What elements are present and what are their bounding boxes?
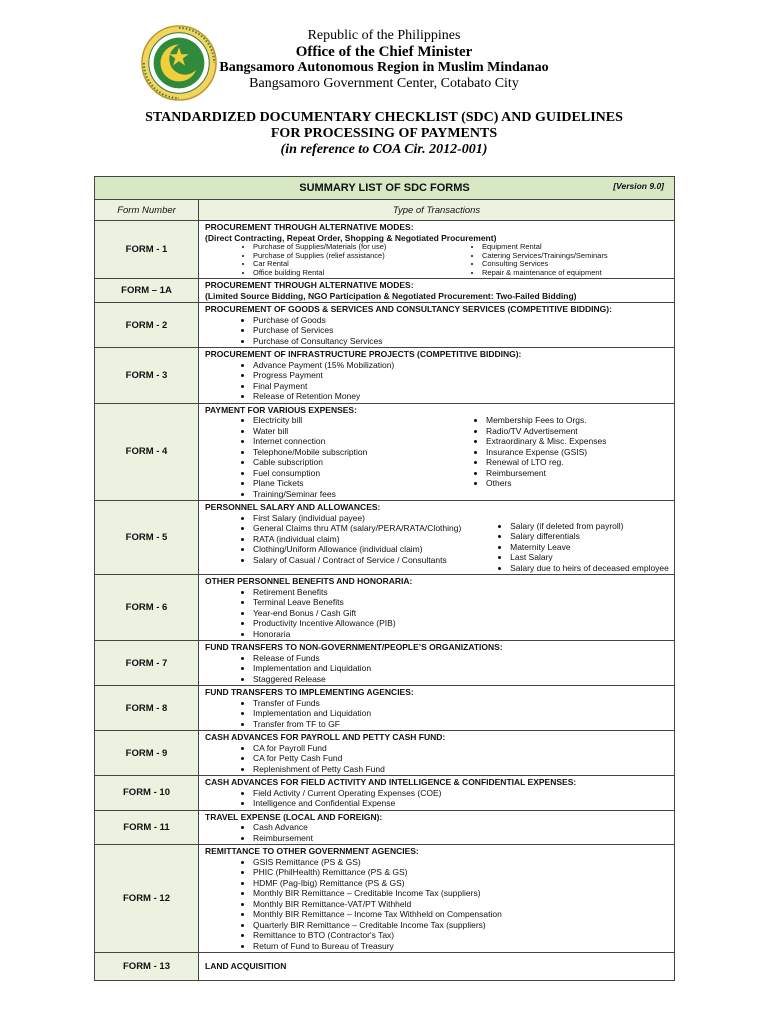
form-number: FORM - 11: [95, 810, 199, 845]
table-row: [95, 776, 675, 811]
list-item: • CA for Petty Cash Fund: [253, 753, 671, 764]
form-number: FORM - 7: [95, 641, 199, 686]
list-item: • Remittance to BTO (Contractor's Tax): [253, 930, 671, 941]
table-row: [95, 303, 675, 348]
list-item: • Honoraria: [253, 629, 671, 640]
title-line-1: STANDARDIZED DOCUMENTARY CHECKLIST (SDC) AND GUIDELINES: [145, 110, 623, 125]
list-item: • Purchase of Consultancy Services: [253, 336, 671, 347]
list-item: • Transfer from TF to GF: [253, 719, 671, 730]
transaction-cell: [199, 641, 675, 686]
form-number: FORM - 4: [95, 403, 199, 501]
title-line-2: FOR PROCESSING OF PAYMENTS: [270, 126, 498, 141]
office-name: Office of the Chief Minister: [295, 44, 473, 60]
list-item: • HDMF (Pag-Ibig) Remittance (PS & GS): [253, 878, 671, 889]
list-item: • Electricity bill: [253, 415, 438, 426]
list-item: • Intelligence and Confidential Expense: [253, 798, 671, 809]
list-item: • Retirement Benefits: [253, 587, 671, 598]
transaction-cell: [199, 686, 675, 731]
transaction-heading: FUND TRANSFERS TO NON-GOVERNMENT/PEOPLE’S ORGANIZATIONS:: [205, 642, 503, 652]
item-list-left: [205, 415, 438, 499]
transaction-cell: [199, 776, 675, 811]
list-item: • Staggered Release: [253, 674, 671, 685]
list-item: • Membership Fees to Orgs.: [486, 415, 671, 426]
list-item: • Clothing/Uniform Allowance (individual claim): [253, 544, 462, 555]
form-number: FORM - 6: [95, 575, 199, 641]
list-item: • Salary differentials: [510, 531, 671, 542]
transaction-heading: PROCUREMENT THROUGH ALTERNATIVE MODES:: [205, 280, 414, 290]
list-item: • Monthly BIR Remittance – Creditable Income Tax (suppliers): [253, 888, 671, 899]
item-columns: [205, 243, 671, 277]
transaction-heading: FUND TRANSFERS TO IMPLEMENTING AGENCIES:: [205, 687, 414, 697]
item-list: [205, 822, 671, 843]
list-item: • CA for Payroll Fund: [253, 743, 671, 754]
form-number: FORM - 5: [95, 501, 199, 575]
item-list: [205, 587, 671, 640]
form-number: FORM - 13: [95, 953, 199, 981]
summary-header-row: [95, 177, 675, 200]
item-list-right: [438, 415, 671, 499]
item-list-right: [442, 243, 671, 277]
list-item: • Monthly BIR Remittance – Income Tax Withheld on Compensation: [253, 909, 671, 920]
transaction-cell: [199, 845, 675, 953]
list-item: • Reimbursement: [486, 468, 671, 479]
transaction-cell: [199, 403, 675, 501]
list-item: • Advance Payment (15% Mobilization): [253, 360, 671, 371]
list-item: • Insurance Expense (GSIS): [486, 447, 671, 458]
item-list-left: [205, 243, 442, 277]
item-list: [205, 857, 671, 952]
list-item: • Last Salary: [510, 552, 671, 563]
transaction-cell: [199, 953, 675, 981]
form-number: FORM - 3: [95, 348, 199, 404]
list-item: • Terminal Leave Benefits: [253, 597, 671, 608]
list-item: • Progress Payment: [253, 370, 671, 381]
list-item: • Plane Tickets: [253, 478, 438, 489]
list-item: • Telephone/Mobile subscription: [253, 447, 438, 458]
list-item: • Office building Rental: [253, 269, 442, 278]
list-item: • Transfer of Funds: [253, 698, 671, 709]
list-item: • Fuel consumption: [253, 468, 438, 479]
list-item: • Release of Retention Money: [253, 391, 671, 402]
transaction-cell: [199, 731, 675, 776]
list-item: • Purchase of Supplies (relief assistance): [253, 252, 442, 261]
item-columns: [205, 415, 671, 499]
list-item: • Radio/TV Advertisement: [486, 426, 671, 437]
item-list: [205, 315, 671, 347]
transaction-cell: [199, 221, 675, 279]
sdc-forms-table: [94, 176, 675, 981]
item-columns: [205, 513, 671, 574]
document-title: [60, 110, 708, 158]
form-number: FORM - 9: [95, 731, 199, 776]
list-item: • Water bill: [253, 426, 438, 437]
list-item: • GSIS Remittance (PS & GS): [253, 857, 671, 868]
summary-title: SUMMARY LIST OF SDC FORMS: [299, 182, 470, 194]
list-item: • Equipment Rental: [482, 243, 671, 252]
list-item: • Release of Funds: [253, 653, 671, 664]
transaction-cell: [199, 303, 675, 348]
summary-header-cell: [95, 177, 675, 200]
item-list-left: [205, 513, 462, 574]
transaction-cell: [199, 810, 675, 845]
list-item: • Cash Advance: [253, 822, 671, 833]
list-item: • Year-end Bonus / Cash Gift: [253, 608, 671, 619]
table-row: [95, 403, 675, 501]
list-item: • Monthly BIR Remittance-VAT/PT Withheld: [253, 899, 671, 910]
list-item: • Consulting Services: [482, 260, 671, 269]
list-item: • Reimbursement: [253, 833, 671, 844]
list-item: • Salary of Casual / Contract of Service / Consultants: [253, 555, 462, 566]
list-item: • Salary due to heirs of deceased employee: [510, 563, 671, 574]
item-list-right: [462, 521, 671, 574]
item-list: [205, 788, 671, 809]
list-item: • Return of Fund to Bureau of Treasury: [253, 941, 671, 952]
form-number: FORM – 1A: [95, 279, 199, 303]
table-row: [95, 641, 675, 686]
office-address: Bangsamoro Government Center, Cotabato City: [249, 76, 519, 91]
form-number: FORM - 2: [95, 303, 199, 348]
item-list: [205, 653, 671, 685]
list-item: • First Salary (individual payee): [253, 513, 462, 524]
list-item: • Maternity Leave: [510, 542, 671, 553]
transaction-heading: LAND ACQUISITION: [205, 961, 287, 972]
list-item: • Extraordinary & Misc. Expenses: [486, 436, 671, 447]
table-row: [95, 221, 675, 279]
list-item: • Others: [486, 478, 671, 489]
list-item: • Replenishment of Petty Cash Fund: [253, 764, 671, 775]
transaction-subheading: (Limited Source Bidding, NGO Participation & Negotiated Procurement: Two-Failed Bidding): [205, 290, 577, 301]
table-row: [95, 279, 675, 303]
list-item: • Purchase of Goods: [253, 315, 671, 326]
item-list: [205, 698, 671, 730]
item-list: [205, 360, 671, 402]
form-number: FORM - 8: [95, 686, 199, 731]
list-item: • Renewal of LTO reg.: [486, 457, 671, 468]
column-header-type: Type of Transactions: [199, 200, 675, 221]
region-name: Bangsamoro Autonomous Region in Muslim Mindanao: [219, 60, 549, 75]
title-reference: (in reference to COA Cir. 2012-001): [280, 142, 488, 157]
table-row: [95, 348, 675, 404]
transaction-heading: PROCUREMENT OF INFRASTRUCTURE PROJECTS (COMPETITIVE BIDDING):: [205, 349, 522, 359]
list-item: • Quarterly BIR Remittance – Creditable Income Tax (suppliers): [253, 920, 671, 931]
transaction-cell: [199, 348, 675, 404]
table-row: [95, 575, 675, 641]
list-item: • Purchase of Supplies/Materials (for use): [253, 243, 442, 252]
list-item: • Training/Seminar fees: [253, 489, 438, 500]
transaction-heading: CASH ADVANCES FOR PAYROLL AND PETTY CASH FUND:: [205, 732, 446, 742]
letterhead: [200, 28, 568, 92]
transaction-heading: REMITTANCE TO OTHER GOVERNMENT AGENCIES:: [205, 846, 419, 856]
list-item: • RATA (individual claim): [253, 534, 462, 545]
transaction-heading: CASH ADVANCES FOR FIELD ACTIVITY AND INTELLIGENCE & CONFIDENTIAL EXPENSES:: [205, 777, 577, 787]
list-item: • Cable subscription: [253, 457, 438, 468]
transaction-heading: PROCUREMENT OF GOODS & SERVICES AND CONSULTANCY SERVICES (COMPETITIVE BIDDING):: [205, 304, 612, 314]
transaction-cell: [199, 279, 675, 303]
list-item: • Purchase of Services: [253, 325, 671, 336]
list-item: • Catering Services/Trainings/Seminars: [482, 252, 671, 261]
transaction-cell: [199, 501, 675, 575]
table-row: [95, 731, 675, 776]
form-number: FORM - 12: [95, 845, 199, 953]
list-item: • PHIC (PhilHealth) Remittance (PS & GS): [253, 867, 671, 878]
transaction-heading: PROCUREMENT THROUGH ALTERNATIVE MODES:: [205, 222, 414, 232]
form-number: FORM - 1: [95, 221, 199, 279]
list-item: • Internet connection: [253, 436, 438, 447]
table-row: [95, 845, 675, 953]
list-item: • General Claims thru ATM (salary/PERA/RATA/Clothing): [253, 523, 462, 534]
list-item: • Car Rental: [253, 260, 442, 269]
transaction-heading: PAYMENT FOR VARIOUS EXPENSES:: [205, 404, 357, 415]
column-header-form: Form Number: [95, 200, 199, 221]
transaction-heading: TRAVEL EXPENSE (LOCAL AND FOREIGN):: [205, 811, 383, 822]
transaction-subheading: (Direct Contracting, Repeat Order, Shopping & Negotiated Procurement): [205, 232, 497, 243]
transaction-heading: PERSONNEL SALARY AND ALLOWANCES:: [205, 502, 381, 512]
list-item: • Final Payment: [253, 381, 671, 392]
table-row: [95, 501, 675, 575]
country-name: Republic of the Philippines: [307, 28, 461, 43]
list-item: • Implementation and Liquidation: [253, 708, 671, 719]
transaction-cell: [199, 575, 675, 641]
list-item: • Implementation and Liquidation: [253, 663, 671, 674]
version-label: [Version 9.0]: [613, 181, 664, 191]
form-number: FORM - 10: [95, 776, 199, 811]
list-item: • Salary (if deleted from payroll): [510, 521, 671, 532]
table-row: [95, 686, 675, 731]
transaction-heading: OTHER PERSONNEL BENEFITS AND HONORARIA:: [205, 576, 413, 586]
list-item: • Field Activity / Current Operating Expenses (COE): [253, 788, 671, 799]
column-header-row: [95, 200, 675, 221]
table-row: [95, 953, 675, 981]
item-list: [205, 743, 671, 775]
list-item: • Repair & maintenance of equipment: [482, 269, 671, 278]
table-row: [95, 810, 675, 845]
list-item: • Productivity Incentive Allowance (PIB): [253, 618, 671, 629]
